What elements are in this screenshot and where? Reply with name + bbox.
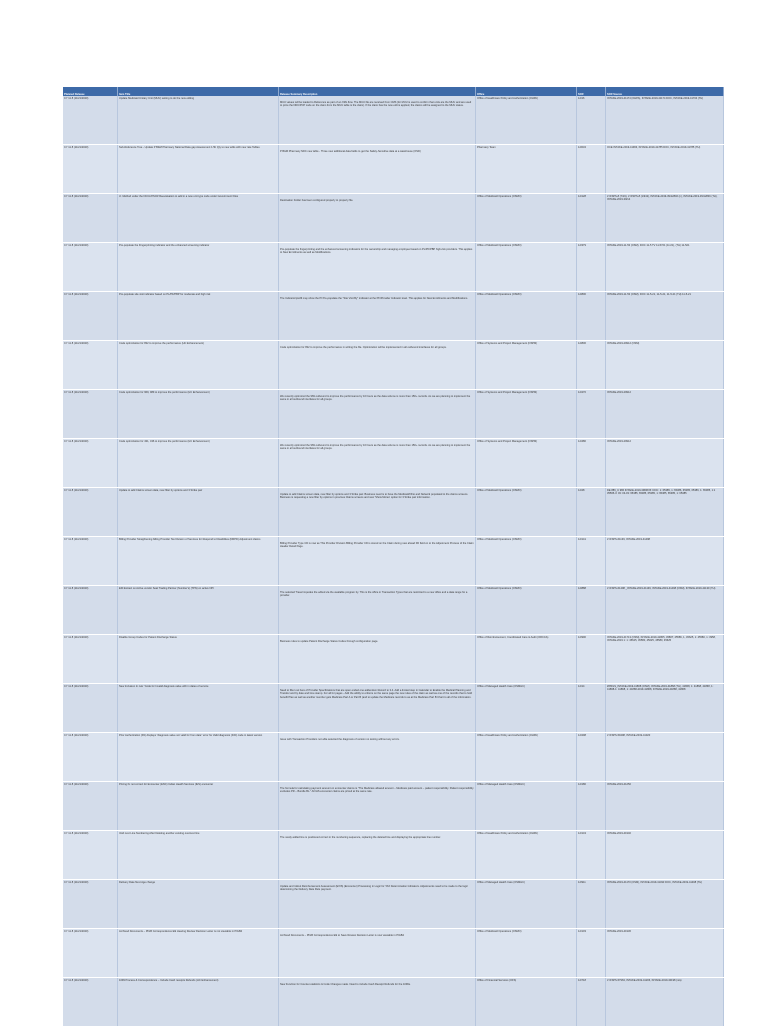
- cell-release[interactable]: CY 11.8 (11/21/2020): [63, 537, 118, 586]
- col-header-summary[interactable]: Release Summary Description: [279, 87, 476, 96]
- cell-office[interactable]: Office of Reimbursement, Coordinated Care & Audit (ORCCA): [476, 635, 577, 684]
- cell-title[interactable]: Prior Authorization (PA) displays "diagnosis value not valid for from date" error for Valid diagnosis (ICD) code in latest version: [118, 733, 279, 782]
- table-row: [63, 194, 724, 243]
- cell-summary[interactable]: We recently optimized the 969 outbound to improve the performance by 10 hours as the data volume is more than 15K+ records. As we are planning to implement the same in all outbound interfaces for all groups.: [279, 439, 476, 488]
- table-body: [63, 96, 724, 1027]
- table-row: [63, 635, 724, 684]
- cell-title[interactable]: New Inclusion In rule "Code for Invalid diagnosis value with in dates of service: [118, 684, 279, 733]
- table-row: [63, 831, 724, 880]
- cell-office[interactable]: Office of Healthcare Policy and Authorization (OHPA): [476, 831, 577, 880]
- cell-release[interactable]: CY 11.8 (11/21/2020): [63, 586, 118, 635]
- table-row: [63, 684, 724, 733]
- cell-scr[interactable]: 12/888: [577, 586, 606, 635]
- cell-title[interactable]: Billing Provider Straightening billing Provider Tax Division of Services for Respond to Disabilities (DRPD) Adjustment claims: [118, 537, 279, 586]
- cell-release[interactable]: CY 11.8 (11/21/2020): [63, 488, 118, 537]
- cell-office[interactable]: Office of Healthcare Policy and Authorization (OHPA): [476, 96, 577, 145]
- table-row: [63, 880, 724, 929]
- cell-source[interactable]: INTAKE-2019-41250: [606, 782, 724, 831]
- cell-scr[interactable]: 12/379: [577, 243, 606, 292]
- cell-office[interactable]: Office of Systems and Project Management (OSPM): [476, 390, 577, 439]
- release-table: [63, 87, 724, 1027]
- cell-scr[interactable]: 12/141: [577, 537, 606, 586]
- cell-source[interactable]: INTAKE-2019-41170 (OSM), INTAKE-2019-41493 DOC, INTAKE-2019-41498 (TH): [606, 880, 724, 929]
- cell-summary[interactable]: Update to add Claims screen data, new filter by options and 3 Strike pair. Business need is to have the Medicaid/Ohio and Network populated to the claims screens. Business is requesting a new filter by options in previous Claims screens and new 'Show Mores' option for 3 Strike pair information.: [279, 488, 476, 537]
- cell-summary[interactable]: Archived Documents – PIGB Correspondence Elk to Save Review Decision Letter is now viewable in PIGB4: [279, 929, 476, 978]
- header-row: [63, 87, 724, 96]
- cell-scr[interactable]: 12/270: [577, 390, 606, 439]
- cell-release[interactable]: CY 11.8 (11/21/2020): [63, 978, 118, 1027]
- cell-office[interactable]: Office of Managed Health Care (OSMHC): [476, 880, 577, 929]
- cell-source[interactable]: INTAKE-2019-41713 (OSM), INTAKE-2019-41805, 4580T, 45586, 1, 45625, 1: 45580, 1: 3958, INTAKE-2019 1: 1: 45625, 45580, 45625, 45580, 45625: [606, 635, 724, 684]
- cell-source[interactable]: ZPRGS_INTAKE-2019-41868 (OSM), INTAKE-2019-41868 (TH), 41868, 1: 41868, 41868, 1: 41868-1: 41868, 1: 41868-2019-41868, INTAKE-2019-41868, 41868: [606, 684, 724, 733]
- cell-office[interactable]: Office of Managed Health Care (OSMHC): [476, 782, 577, 831]
- table-row: [63, 929, 724, 978]
- cell-summary[interactable]: The Indicator/prefill may show the PI Pre-populate the "Site Visit By" indicator at the PF/Provider Indicator level. This applies for New Enrollments and Modifications.: [279, 292, 476, 341]
- cell-summary[interactable]: The newly added line is positioned correct in the numbering sequence, replacing the deleted line and displaying the appropriate line number.: [279, 831, 476, 880]
- table-row: [63, 243, 724, 292]
- table-row: [63, 733, 724, 782]
- table-row: [63, 292, 724, 341]
- cell-source[interactable]: INTAKE-2019-41940: [606, 831, 724, 880]
- col-header-scr[interactable]: SCR: [577, 87, 606, 96]
- cell-source[interactable]: OCE INTAKE-2019-41963, INTAKE-2019-41785 DOC, INTAKE-2019-41785 (TH): [606, 145, 724, 194]
- cell-summary[interactable]: The selected Travel impedes the edited via the available program by. This is the office in Transaction Types that are restricted to a new office and a data range for a provider.: [279, 586, 476, 635]
- cell-summary[interactable]: MUU values will be loaded to Reference as part of an XML flow. The MUU file are received from CMS (for MUU is used to confirm that units are the MUU and are used to price the NDC/PCP code on the claim from the MUU table is the claim). If the claim has the new edit is applied, the claims will be assigned to the MUU status.: [279, 96, 476, 145]
- cell-office[interactable]: Office of Medicaid Operations (OSMO): [476, 586, 577, 635]
- cell-office[interactable]: Office of Medicaid Operations (OSMO): [476, 488, 577, 537]
- cell-title[interactable]: Code optimization for 431, 436 to improve the performance (HC Enhancement): [118, 439, 279, 488]
- cell-source[interactable]: DE 886_U 986 INTAKE-2019-39848 B: DOC: 1: 65385, 1: 65386, 65385, 65386, 1: 65385, 1:1 35565-3: 03: 03-03: 65385, 65385, 65385, 1: 65385, 65385, 1: 65385: [606, 488, 724, 537]
- cell-summary[interactable]: Business rules to update Patient Discharge Status Codes through configuration page.: [279, 635, 476, 684]
- cell-title[interactable]: Update to add Claims screen data, new filter by options and 3 Strike pair: [118, 488, 279, 537]
- cell-title[interactable]: Disable Group Codes for Patient Discharge Status: [118, 635, 279, 684]
- cell-scr[interactable]: 12/298: [577, 733, 606, 782]
- cell-summary[interactable]: Pre-populate the fingerprinting and the enhanced screening indicators for the ownership and managing employee based on PL/PF/PBP high-risk providers. This applies to New Enrollments as well as Modifications.: [279, 243, 476, 292]
- cell-title[interactable]: Code optimization for 969, 989 to improve the performance (HC Enhancement): [118, 390, 279, 439]
- cell-scr[interactable]: 12/28: [577, 488, 606, 537]
- col-header-source[interactable]: SCR Source: [606, 87, 724, 96]
- cell-release[interactable]: CY 11.8 (11/21/2020): [63, 145, 118, 194]
- cell-office[interactable]: Office of Medicaid Operations (OSMO): [476, 929, 577, 978]
- cell-title[interactable]: 1099 Process & Correspondence – Include Cash receipts Refunds (HC Enhancement): [118, 978, 279, 1027]
- cell-source[interactable]: INTAKE-2019-29912: [606, 390, 724, 439]
- cell-summary[interactable]: Destination Folder has been configured properly to property file.: [279, 194, 476, 243]
- table-row: [63, 145, 724, 194]
- cell-title[interactable]: EDI Extract on Active vendor Seal Trading Partner (Number's) (TPN) on active NPI: [118, 586, 279, 635]
- cell-release[interactable]: CY 11.8 (11/21/2020): [63, 782, 118, 831]
- cell-title[interactable]: Pre-populate site visit indicator based on PL/PF/PBP for moderate and high risk: [118, 292, 279, 341]
- cell-title[interactable]: Pricing fix not correct for Encounter (ENC) Indian Health Services (IHS) encounter: [118, 782, 279, 831]
- cell-office[interactable]: Office of Medicaid Operations (OSMO): [476, 194, 577, 243]
- cell-title[interactable]: Archived Documents – PIGB Correspondence Elk Hearing Review Decision Letter is not viewable in PIGB4: [118, 929, 279, 978]
- cell-release[interactable]: CY 11.8 (11/21/2020): [63, 292, 118, 341]
- cell-release[interactable]: CY 11.8 (11/21/2020): [63, 341, 118, 390]
- cell-office[interactable]: Office of Managed Health Care (OSMHC): [476, 684, 577, 733]
- cell-scr[interactable]: 12/128: [577, 194, 606, 243]
- cell-release[interactable]: CY 11.8 (11/21/2020): [63, 243, 118, 292]
- cell-scr[interactable]: 12/16: [577, 96, 606, 145]
- cell-scr[interactable]: 12/14: [577, 684, 606, 733]
- cell-scr[interactable]: 12/911: [577, 880, 606, 929]
- cell-summary[interactable]: Issue with Transaction Providers not able selected the diagnosis of version no testing without any errors.: [279, 733, 476, 782]
- table-row: [63, 341, 724, 390]
- cell-office[interactable]: Office of Healthcare Policy and Authorization (OHPA): [476, 733, 577, 782]
- col-header-release[interactable]: Planned Release: [63, 87, 118, 96]
- col-header-office[interactable]: Office: [476, 87, 577, 96]
- cell-release[interactable]: CY 11.8 (11/21/2020): [63, 194, 118, 243]
- cell-scr[interactable]: 12/143: [577, 831, 606, 880]
- cell-scr[interactable]: 12/800: [577, 292, 606, 341]
- table-row: [63, 782, 724, 831]
- cell-office[interactable]: Office of Systems and Project Management (OSPM): [476, 341, 577, 390]
- cell-title[interactable]: Update Medicaid Unitary Unit (MUU) setting to do the new editing: [118, 96, 279, 145]
- cell-source[interactable]: INTAKE-2019-41174 (OHPA), INTAKE-2019-41174 DOC, INTAKE-2019-41704 (TH): [606, 96, 724, 145]
- cell-release[interactable]: CY 11.8 (11/21/2020): [63, 96, 118, 145]
- cell-title[interactable]: Delivery Date Next Age change: [118, 880, 279, 929]
- cell-summary[interactable]: New Function for Counter-statistics & Code Changes made. Need to include Cash Receipt Refunds for the 1099s.: [279, 978, 476, 1027]
- cell-title[interactable]: Sub-Reference Tree - Update P B&M Pharmacy National Data gap Assessment 1.5b Qty to new edits with new rate Tables: [118, 145, 279, 194]
- cell-title[interactable]: Jr. Method under the NCCLP/SCR Reevaluation to add in a new unit type code under Government Files: [118, 194, 279, 243]
- cell-summary[interactable]: Need to filter out here of Provider Specifications that are open ended one addendum Record to 3.4. Add a limited step in Calendar to Enable the Medical Planning and Transfer and by date and time stamp. For all for pages - Add the ability to enforce on the same page the new rules of the claim as well as one of the records that to hold benefit Plan as well as another member gets Medicare Part A or Part B (and to update the Medicare records to as at the Medicare Part B Chart to all of the information.: [279, 684, 476, 733]
- cell-scr[interactable]: 12/990: [577, 635, 606, 684]
- table-row: [63, 96, 724, 145]
- table-row: [63, 439, 724, 488]
- cell-source[interactable]: LYFSPS-57963, INTAKE-2019-41206, INTAKE-2019-40198 (n/a): [606, 978, 724, 1027]
- cell-summary[interactable]: P B&M Pharmacy NDC new table - Three new additional data fields to get the Safety-Sensitive data at a warehouse (OSD): [279, 145, 476, 194]
- cell-title[interactable]: Void next Line Numbering After Deleting another existing overnext line: [118, 831, 279, 880]
- cell-office[interactable]: Pharmacy Team: [476, 145, 577, 194]
- col-header-title[interactable]: Item Title: [118, 87, 279, 96]
- cell-scr[interactable]: 12/180: [577, 782, 606, 831]
- cell-summary[interactable]: We recently optimized the 969 outbound to improve the performance by 10 hours as the data volume is more than 15K+ records. As we are planning to implement the same in all outbound interfaces for all groups.: [279, 390, 476, 439]
- cell-scr[interactable]: 12/718: [577, 978, 606, 1027]
- cell-office[interactable]: Office of Systems and Project Management (OSPM): [476, 439, 577, 488]
- cell-source[interactable]: LYFSPS-8 (7/19), LYFSPS-8 (1/942), INTAKE-2019-39/12846 (n), INTAKE-2019-39/12846 (TH), INTAKE-2019-39/14: [606, 194, 724, 243]
- cell-summary[interactable]: The formula for calculating payment amount on encounter claims is "The Medicare allowed amount – Medicare paid amount – patient responsibility. Patient responsibility excludes PR – Bundle BL." All IHS encounter claims are priced at the same rate.: [279, 782, 476, 831]
- cell-scr[interactable]: 12/103: [577, 929, 606, 978]
- table-row: [63, 978, 724, 1027]
- cell-title[interactable]: Pre-populate the Fingerprinting indicator and the enhanced screening indicator: [118, 243, 279, 292]
- table-row: [63, 537, 724, 586]
- cell-source[interactable]: INTAKE-2019-11-53 (OSM), DOC 11-5 TV 11-5721 (11:21), (TH) 11-521: [606, 243, 724, 292]
- cell-source[interactable]: INTAKE-2019-29912: [606, 439, 724, 488]
- cell-source[interactable]: INTAKE-2019-29912 (OSM): [606, 341, 724, 390]
- cell-source[interactable]: INTAKE-2019-41936: [606, 929, 724, 978]
- cell-release[interactable]: CY 11.8 (11/21/2020): [63, 929, 118, 978]
- cell-scr[interactable]: 12/480: [577, 439, 606, 488]
- cell-release[interactable]: CY 11.8 (11/21/2020): [63, 684, 118, 733]
- cell-release[interactable]: CY 11.8 (11/21/2020): [63, 390, 118, 439]
- cell-source[interactable]: INTAKE-2019-11-53 (OSM), DOC 11-5-21, 11-5-21, 11-5-21 (TH) 11-5-21: [606, 292, 724, 341]
- cell-release[interactable]: CY 11.8 (11/21/2020): [63, 880, 118, 929]
- cell-source[interactable]: LYFSPS-61498 _INTAKE-2019-41139, INTAKE-2019-41498 (OSM), INTAKE-2019-41139 (TH): [606, 586, 724, 635]
- cell-title[interactable]: Code optimization for 832 to improve the performance (HC Enhancement): [118, 341, 279, 390]
- cell-office[interactable]: Office of Financial Services (OFS): [476, 978, 577, 1027]
- table-row: [63, 390, 724, 439]
- cell-summary[interactable]: Billing Provider Type CD is now as This Provider Division Billing Provider CD is stored on the Claim during new ahead FD field on to the Adjustment Process of the Claim Header Detail Page.: [279, 537, 476, 586]
- cell-summary[interactable]: Code optimization for 832 to improve the performance in writing the file. Optimization will be implemented in all outbound interfaces for all groups.: [279, 341, 476, 390]
- spreadsheet: [63, 87, 718, 1027]
- cell-office[interactable]: Office of Medicaid Operations (OSMO): [476, 537, 577, 586]
- cell-scr[interactable]: 12/806: [577, 341, 606, 390]
- cell-release[interactable]: CY 11.8 (11/21/2020): [63, 439, 118, 488]
- cell-release[interactable]: CY 11.8 (11/21/2020): [63, 635, 118, 684]
- table-row: [63, 586, 724, 635]
- cell-scr[interactable]: 12/034: [577, 145, 606, 194]
- table-row: [63, 488, 724, 537]
- cell-source[interactable]: LYFSPS-61139, INTAKE-2019-41498: [606, 537, 724, 586]
- cell-release[interactable]: CY 11.8 (11/21/2020): [63, 733, 118, 782]
- cell-summary[interactable]: Update and rollout Reimbursement Assessment (EXIS) (Encounter) Processing in Logic for TAX Determination Indicators. Adjustments need to be made to the logic determining the Delivery Date Rule payment.: [279, 880, 476, 929]
- cell-release[interactable]: CY 11.8 (11/21/2020): [63, 831, 118, 880]
- cell-source[interactable]: LYFSPS-59498, INTAKE-2019-41320: [606, 733, 724, 782]
- cell-office[interactable]: Office of Medicaid Operations (OSMO): [476, 243, 577, 292]
- cell-office[interactable]: Office of Medicaid Operations (OSMO): [476, 292, 577, 341]
